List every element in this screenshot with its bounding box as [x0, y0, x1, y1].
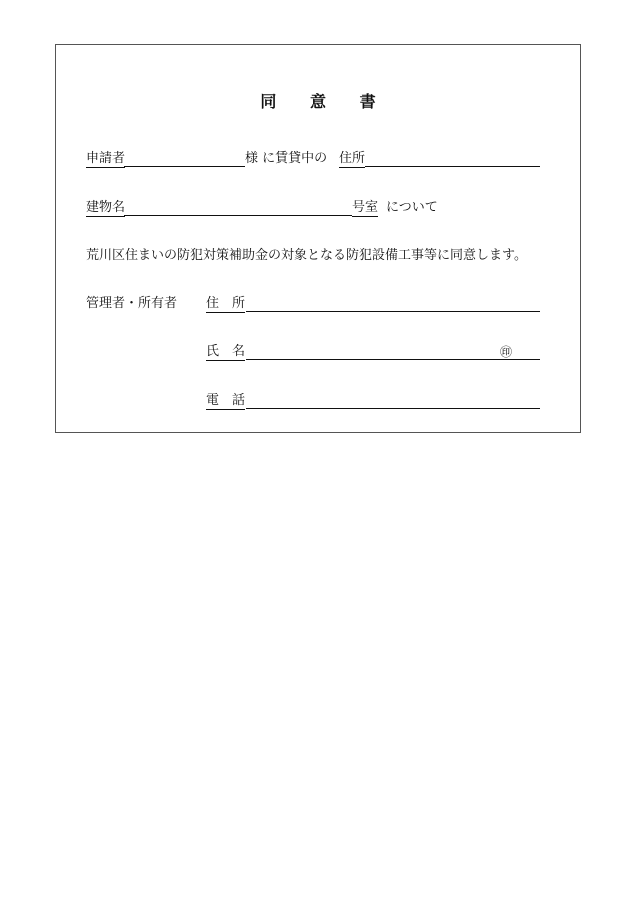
- room-label: 号室: [352, 200, 379, 215]
- applicant-label: 申請者: [86, 151, 126, 166]
- title-char-1: 同: [260, 92, 277, 111]
- regarding-text: について: [386, 200, 438, 215]
- form-title: [56, 89, 580, 112]
- title-char-2: 意: [309, 92, 326, 111]
- owner-phone-label: 電 話: [206, 393, 246, 408]
- owner-name-label: 氏 名: [206, 344, 246, 359]
- rental-text: 様 に賃貸中の: [245, 151, 328, 166]
- owner-address-field[interactable]: [246, 311, 540, 312]
- rental-address-field[interactable]: [365, 166, 540, 167]
- applicant-name-field[interactable]: [124, 166, 245, 167]
- owner-name-field[interactable]: [246, 359, 540, 360]
- consent-form: [55, 44, 581, 433]
- consent-statement: 荒川区住まいの防犯対策補助金の対象となる防犯設備工事等に同意します。: [86, 248, 527, 263]
- seal-mark: ㊞: [500, 345, 513, 359]
- owner-address-label: 住 所: [206, 296, 246, 311]
- building-label: 建物名: [86, 200, 126, 215]
- title-char-3: 書: [359, 92, 376, 111]
- building-name-field[interactable]: [124, 215, 352, 216]
- rental-address-label: 住所: [339, 151, 366, 166]
- owner-phone-field[interactable]: [246, 408, 540, 409]
- owner-role-label: 管理者・所有者: [86, 296, 178, 311]
